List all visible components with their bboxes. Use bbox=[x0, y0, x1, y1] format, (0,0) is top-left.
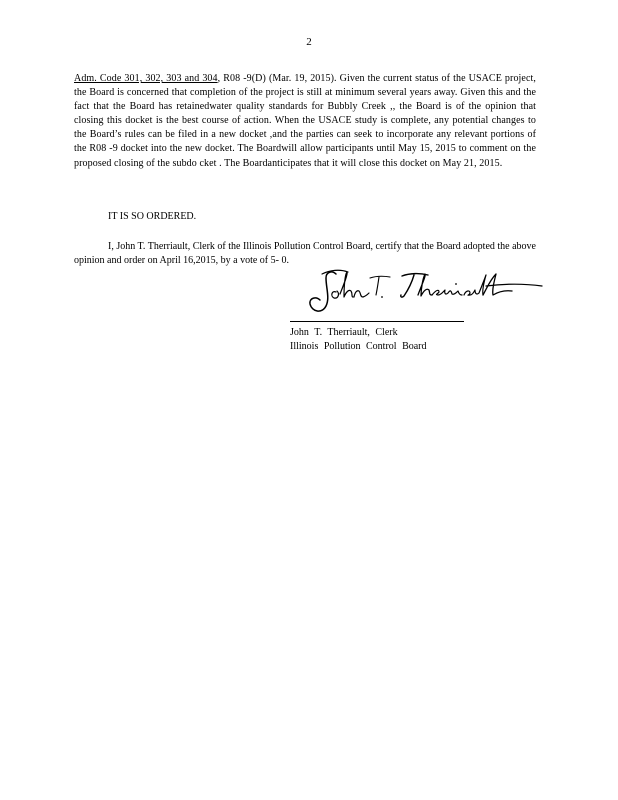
signatory-organization: Illinois Pollution Control Board bbox=[290, 341, 427, 352]
signatory-name-title: John T. Therriault, Clerk bbox=[290, 327, 398, 338]
citation: Adm. Code 301, 302, 303 and 304 bbox=[74, 73, 218, 84]
signatory-block bbox=[290, 326, 427, 354]
page-number: 2 bbox=[306, 36, 312, 48]
signature-line bbox=[290, 321, 464, 322]
body-paragraph-text: , R08 -9(D) (Mar. 19, 2015). Given the current status of the USACE project, the Board is concerned that completion of the project is still at minimum several years away. Given this and the fact that the Board has retainedwater quality standards for Bubbly Creek ,, the Board is of the opinion that closing this docket is the best course of action. When the USACE study is complete, any potential changes to the Board’s rules can be filed in a new docket ,and the parties can seek to incorporate any relevant portions of the R08 -9 docket into the new docket. The Boardwill allow participants until May 15, 2015 to comment on the proposed closing of the subdo cket . The Boardanticipates that it will close this docket on May 21, 2015. bbox=[74, 73, 536, 169]
body-paragraph bbox=[74, 72, 536, 171]
handwritten-signature bbox=[306, 264, 546, 316]
certification-text: I, John T. Therriault, Clerk of the Illinois Pollution Control Board, certify that the Board adopted the above opinion and order on April 16,2015, by a vote of 5- 0. bbox=[74, 241, 536, 266]
order-statement: IT IS SO ORDERED. bbox=[108, 211, 197, 222]
